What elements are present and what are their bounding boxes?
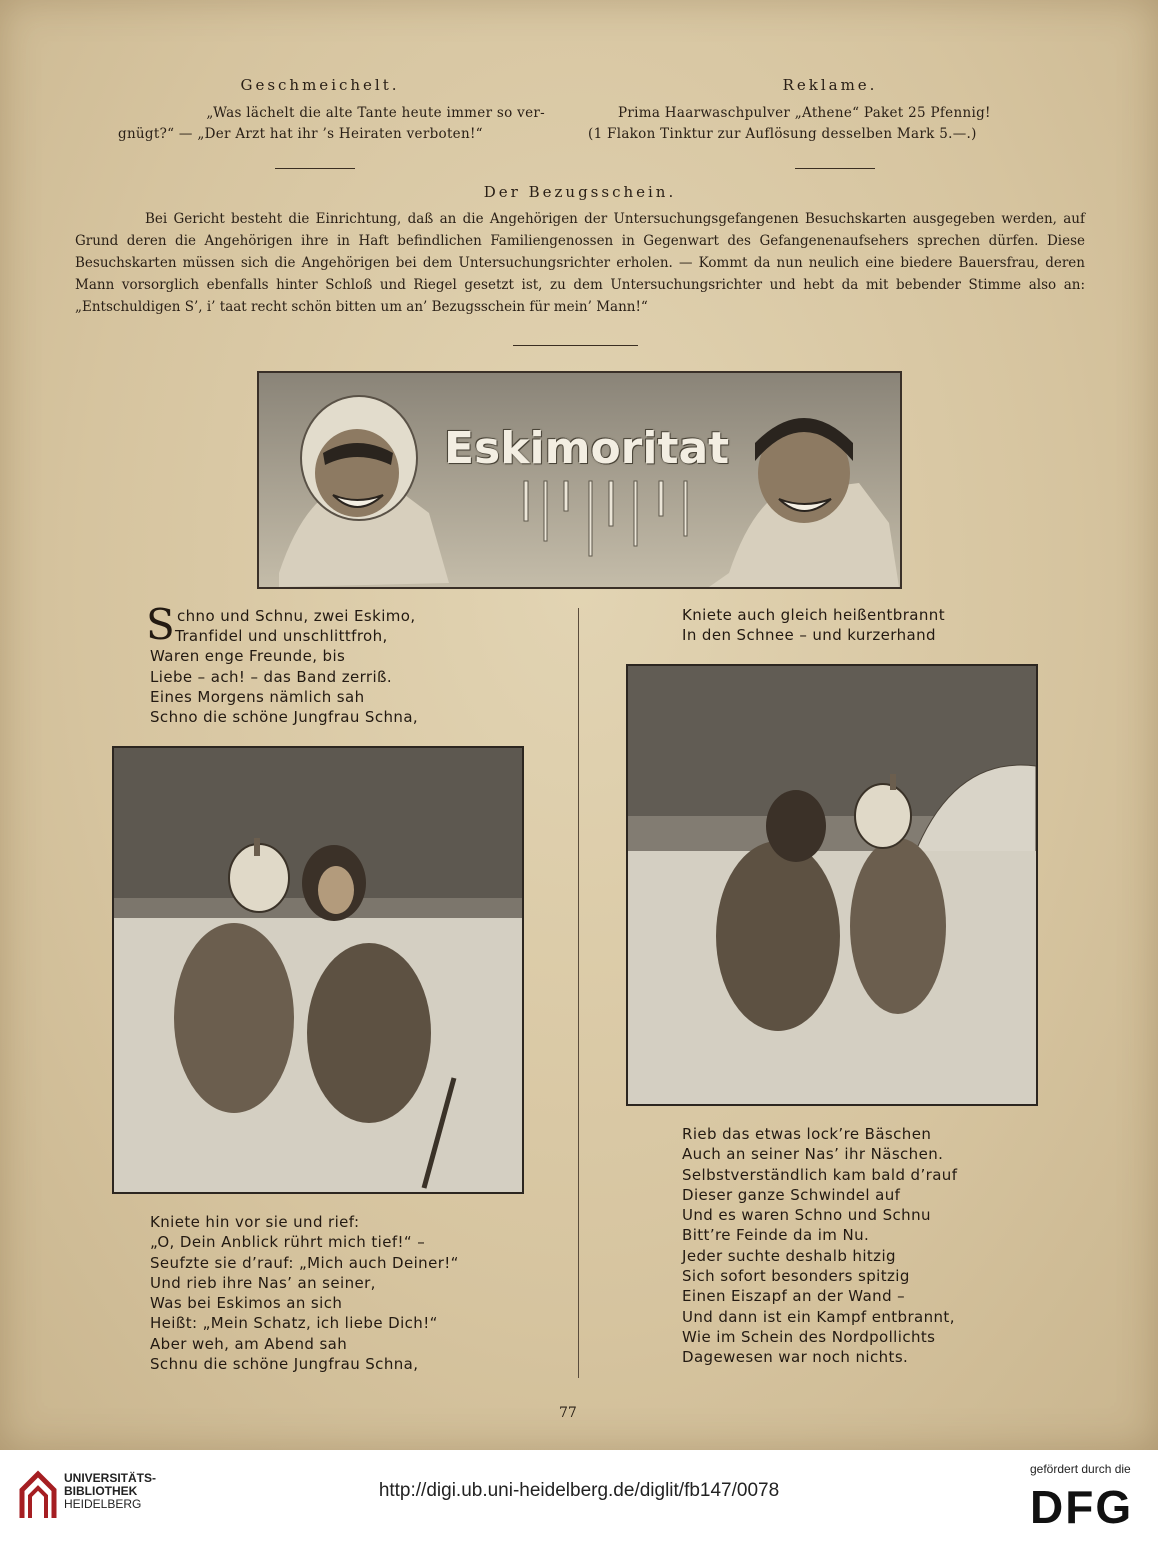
poem-line: Jeder suchte deshalb hitzig: [682, 1246, 896, 1265]
eskimoritat-banner: [257, 371, 902, 589]
poem-block-3: [682, 605, 945, 646]
divider: [275, 168, 355, 169]
joke-title-geschmeichelt: Geschmeichelt.: [240, 76, 400, 94]
poem-block-1-rest: [150, 626, 418, 727]
poem-line: Heißt: „Mein Schatz, ich liebe Dich!“: [150, 1314, 438, 1333]
poem-line: Selbstverständlich kam bald d’rauf: [682, 1165, 958, 1184]
library-line: UNIVERSITÄTS-: [64, 1471, 157, 1485]
poem-line: Schno die schöne Jungfrau Schna,: [150, 708, 419, 727]
poem-line: Was bei Eskimos an sich: [150, 1294, 343, 1313]
joke-text-line-1: „Was lächelt die alte Tante heute immer so ver-: [206, 105, 545, 121]
ad-text-line-1: Prima Haarwaschpulver „Athene“ Paket 25 Pfennig!: [618, 105, 991, 121]
banner-title: Eskimoritat: [444, 423, 730, 474]
article-text: Bei Gericht besteht die Einrichtung, daß an die Angehörigen der Untersuchungsgefangenen Besuchskarten ausgegeben werden, auf Grund deren die Angehörigen ihre in Haft befindlichen Familiengenossen in Gegenwart des Gefangenenaufsehers sprechen dürfen. Diese Besuchskarten müssen sich die Angehörigen bei dem Untersuchungsrichter erholen. — Kommt da nun neulich eine biedere Bauersfrau, deren Mann vorsorglich ebenfalls hinter Schloß und Riegel gesetzt ist, zu dem Untersuchungsrichter und hebt da mit bebender Stimme also an: „Entschuldigen S’, i’ taat recht schön bitten um an’ Bezugsschein für mein’ Mann!“: [75, 211, 1085, 315]
poem-line: Liebe – ach! – das Band zerriß.: [150, 667, 393, 686]
poem-block-2: [150, 1212, 459, 1374]
poem-line: Seufzte sie d’rauf: „Mich auch Deiner!“: [150, 1253, 459, 1272]
poem-line: Bitt’re Feinde da im Nu.: [682, 1226, 870, 1245]
ad-title-reklame: Reklame.: [782, 76, 878, 94]
dfg-logo: DFG: [1030, 1481, 1134, 1533]
viewer-footer: [0, 1450, 1158, 1543]
poem-line: In den Schnee – und kurzerhand: [682, 626, 936, 645]
library-line: BIBLIOTHEK: [64, 1484, 138, 1498]
article-title: Der Bezugsschein.: [483, 183, 677, 201]
library-line: HEIDELBERG: [64, 1497, 142, 1511]
poem-line: Und es waren Schno und Schnu: [682, 1206, 931, 1225]
ad-text-line-2: (1 Flakon Tinktur zur Auflösung desselben Mark 5.—.): [588, 126, 977, 142]
poem-line: Dagewesen war noch nichts.: [682, 1348, 909, 1367]
funding-note: gefördert durch die: [1030, 1462, 1131, 1476]
illustration-drawing-2: [628, 666, 1036, 1104]
poem-line: Kniete auch gleich heißentbrannt: [682, 606, 945, 624]
permalink-url[interactable]: http://digi.ub.uni-heidelberg.de/diglit/fb147/0078: [378, 1480, 780, 1501]
poem-block-4: [682, 1124, 957, 1368]
article-body: [75, 208, 1085, 318]
poem-line: Aber weh, am Abend sah: [150, 1334, 348, 1353]
poem-line: Sich sofort besonders spitzig: [682, 1267, 910, 1286]
poem-line: Tranfidel und unschlittfroh,: [175, 627, 388, 645]
poem-line: Und dann ist ein Kampf entbrannt,: [682, 1307, 955, 1326]
column-divider: [578, 608, 579, 1378]
drop-capital: S: [146, 600, 175, 649]
poem-line: chno und Schnu, zwei Eskimo,: [177, 607, 416, 625]
illustration-kneeling-left: [112, 746, 524, 1194]
joke-text-line-2: gnügt?“ — „Der Arzt hat ihr ’s Heiraten verboten!“: [118, 126, 483, 142]
poem-line: Waren enge Freunde, bis: [150, 647, 346, 666]
poem-line: Auch an seiner Nas’ ihr Näschen.: [682, 1145, 944, 1164]
illustration-rubbing-noses: [626, 664, 1038, 1106]
page-number: 77: [559, 1405, 577, 1421]
poem-line: Kniete hin vor sie und rief:: [150, 1213, 360, 1231]
poem-line: Eines Morgens nämlich sah: [150, 687, 365, 706]
poem-line: Dieser ganze Schwindel auf: [682, 1185, 901, 1204]
divider: [513, 345, 638, 346]
poem-line: Wie im Schein des Nordpollichts: [682, 1327, 936, 1346]
poem-block-1: [177, 606, 416, 626]
poem-line: Schnu die schöne Jungfrau Schna,: [150, 1355, 419, 1374]
poem-line: „O, Dein Anblick rührt mich tief!“ –: [150, 1233, 426, 1252]
divider: [795, 168, 875, 169]
banner-illustration: [259, 373, 900, 587]
illustration-drawing-1: [114, 748, 522, 1192]
poem-line: Rieb das etwas lock’re Bäschen: [682, 1125, 932, 1143]
poem-line: Und rieb ihre Nas’ an seiner,: [150, 1273, 376, 1292]
poem-line: Einen Eiszapf an der Wand –: [682, 1287, 906, 1306]
